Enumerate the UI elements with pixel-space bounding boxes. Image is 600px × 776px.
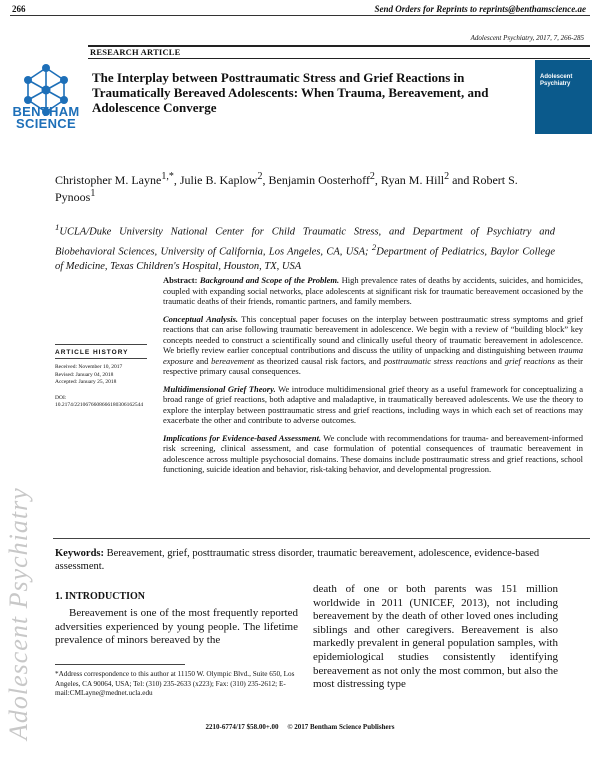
intro-heading: 1. INTRODUCTION [55, 591, 146, 602]
publisher-logo-text [6, 106, 86, 130]
affil-2-marker: 2 [371, 241, 377, 252]
author-3: , Benjamin Oosterhoff [262, 173, 370, 187]
correspondence-footnote: *Address correspondence to this author at 11150 W. Olympic Blvd., Suite 650, Los Angeles, CA 90064, USA; Tel: (310) 235-2633 (x223); Fax: (310) 235-2612; E-mail:CMLayne@mednet.ucla.edu [55, 670, 295, 698]
history-rule-top [55, 344, 147, 345]
intro-right-column: death of one or both parents was 151 million worldwide in 2011 (UNICEF, 2013), not including bereavement by the death of other loved ones including siblings and other caregivers. Bereavement is also markedly prevalent in general population samples, with epidemiological studies consistently identifying bereavement as not only the most common, but also the most distressing type [313, 583, 559, 691]
grief-theory-label: Multidimensional Grief Theory. [163, 383, 276, 394]
abstract-background [163, 275, 583, 307]
abstract-implications [163, 433, 583, 475]
background-text: High prevalence rates of deaths by accidents, suicides, and homicides, coupled with expanding social networks, place adolescents at significant risk for traumatic bereavement occasioned by the traumatic deaths of their friends, romantic partners, and family members. [163, 275, 583, 306]
article-history [55, 364, 155, 410]
affiliations [55, 220, 555, 274]
intro-left-text: Bereavement is one of the most frequently reported adversities experienced by young people. The lifetime prevalence of minors bereaved by the [55, 607, 298, 647]
author-5: and Robert S. Pynoos [55, 173, 518, 204]
conceptual-text-4: and [486, 355, 505, 366]
author-2: , Julie B. Kaplow [173, 173, 258, 187]
author-4-affil: 2 [444, 171, 450, 182]
author-1-affil: 1,* [161, 171, 174, 182]
affil-1-text: UCLA/Duke University National Center for Child Traumatic Stress, and Department of Psychiatry and Biobehavioral Sciences, University of California, Los Angeles, CA, USA; [55, 226, 555, 257]
top-rule [10, 15, 590, 16]
abstract [163, 275, 583, 482]
journal-cover-thumbnail [535, 60, 592, 134]
journal-sidebar-watermark: Adolescent Psychiatry [4, 487, 33, 740]
logo-line-1: BENTHAM [12, 104, 80, 119]
received-date: Received: November 10, 2017 [55, 364, 123, 370]
author-4: , Ryan M. Hill [374, 173, 445, 187]
page-footer [0, 723, 600, 731]
section-label: RESEARCH ARTICLE [90, 47, 181, 57]
journal-cover-title: Adolescent Psychiatry [540, 74, 573, 87]
history-rule-bottom [55, 358, 147, 359]
affil-2-text: Department of Pediatrics, Baylor College of Medicine, Texas Children's Hospital, Houston, TX, USA [55, 246, 555, 272]
abstract-label: Abstract: [163, 275, 198, 285]
term-grief-reactions: grief reactions [504, 355, 555, 366]
article-title: The Interplay between Posttraumatic Stress and Grief Reactions in Traumatically Bereaved Adolescents: When Trauma, Bereavement, and Adolescence Converge [92, 70, 489, 115]
reprints-notice: Send Orders for Reprints to reprints@benthamscience.ae [374, 4, 586, 14]
conceptual-text-3: as theorized causal risk factors, and [254, 355, 384, 366]
term-bereavement: bereavement [211, 355, 255, 366]
logo-line-2: SCIENCE [16, 116, 76, 131]
implications-text: We conclude with recommendations for trauma- and bereavement-informed risk screening, clinical assessment, and case formulation of potential consequences of traumatic bereavement in adolescence across multiple psychosocial domains. These domains include posttraumatic stress and grief reactions, school functioning, suicide ideation and behavior, risk-taking behavior, and developmental progression. [163, 432, 583, 474]
copyright: © 2017 Bentham Science Publishers [287, 723, 395, 731]
keywords-label: Keywords: [55, 548, 104, 559]
footnote-rule [55, 664, 185, 665]
keywords-rule [53, 538, 590, 539]
author-3-affil: 2 [369, 171, 375, 182]
abstract-grief-theory [163, 384, 583, 426]
author-list [55, 170, 555, 204]
term-posttraumatic-stress: posttraumatic stress reactions [383, 355, 487, 366]
conceptual-text-1: This conceptual paper focuses on the interplay between posttraumatic stress symptoms and grief reactions that can arise following traumatic bereavement in adolescence. We begin with a review of “building block” key concepts needed to construct a scientifically sound and clinically useful theory of traumatic bereavement in adolescence. We briefly review earlier conceptual contributions and discuss the utility of unpacking and distinguishing between [163, 313, 583, 355]
doi-link[interactable]: 10.2174/2210676608666180306162544 [55, 402, 144, 409]
author-5-affil: 1 [90, 188, 96, 199]
author-2-affil: 2 [257, 171, 263, 182]
conceptual-text-2: and [193, 355, 212, 366]
implications-label: Implications for Evidence-based Assessment. [163, 432, 322, 443]
keywords-text: Bereavement, grief, posttraumatic stress disorder, traumatic bereavement, adolescence, evidence-based assessment. [55, 548, 540, 572]
journal-citation: Adolescent Psychiatry, 2017, 7, 266-285 [470, 34, 584, 42]
conceptual-text-5: as their respective primary causal consequences. [163, 355, 584, 376]
affil-1-marker: 1 [55, 222, 60, 232]
page-number: 266 [12, 4, 26, 14]
background-label: Background and Scope of the Problem. [199, 275, 340, 285]
author-1: Christopher M. Layne [55, 173, 162, 187]
revised-date: Revised: January 04, 2018 [55, 371, 114, 378]
issn-price: 2210-6774/17 $58.00+.00 [205, 723, 279, 731]
keywords [55, 547, 590, 573]
article-history-heading: ARTICLE HISTORY [55, 349, 129, 356]
conceptual-label: Conceptual Analysis. [163, 313, 239, 324]
abstract-conceptual [163, 314, 583, 377]
intro-left-column [55, 607, 298, 648]
accepted-date: Accepted: January 25, 2018 [55, 379, 117, 386]
doi-label: DOI: [55, 394, 67, 401]
section-rule-bottom [88, 58, 590, 59]
term-trauma-exposure: trauma exposure [163, 345, 583, 366]
grief-theory-text: We introduce multidimensional grief theory as a useful framework for conceptualizing a broad range of grief reactions, both adaptive and maladaptive, in traumatically bereaved adolescents. We use the theory to explore the interplay between posttraumatic stress and grief reactions, including ways in which each set of reactions may exacerbate the other and contribute to adverse outcomes. [163, 383, 583, 425]
